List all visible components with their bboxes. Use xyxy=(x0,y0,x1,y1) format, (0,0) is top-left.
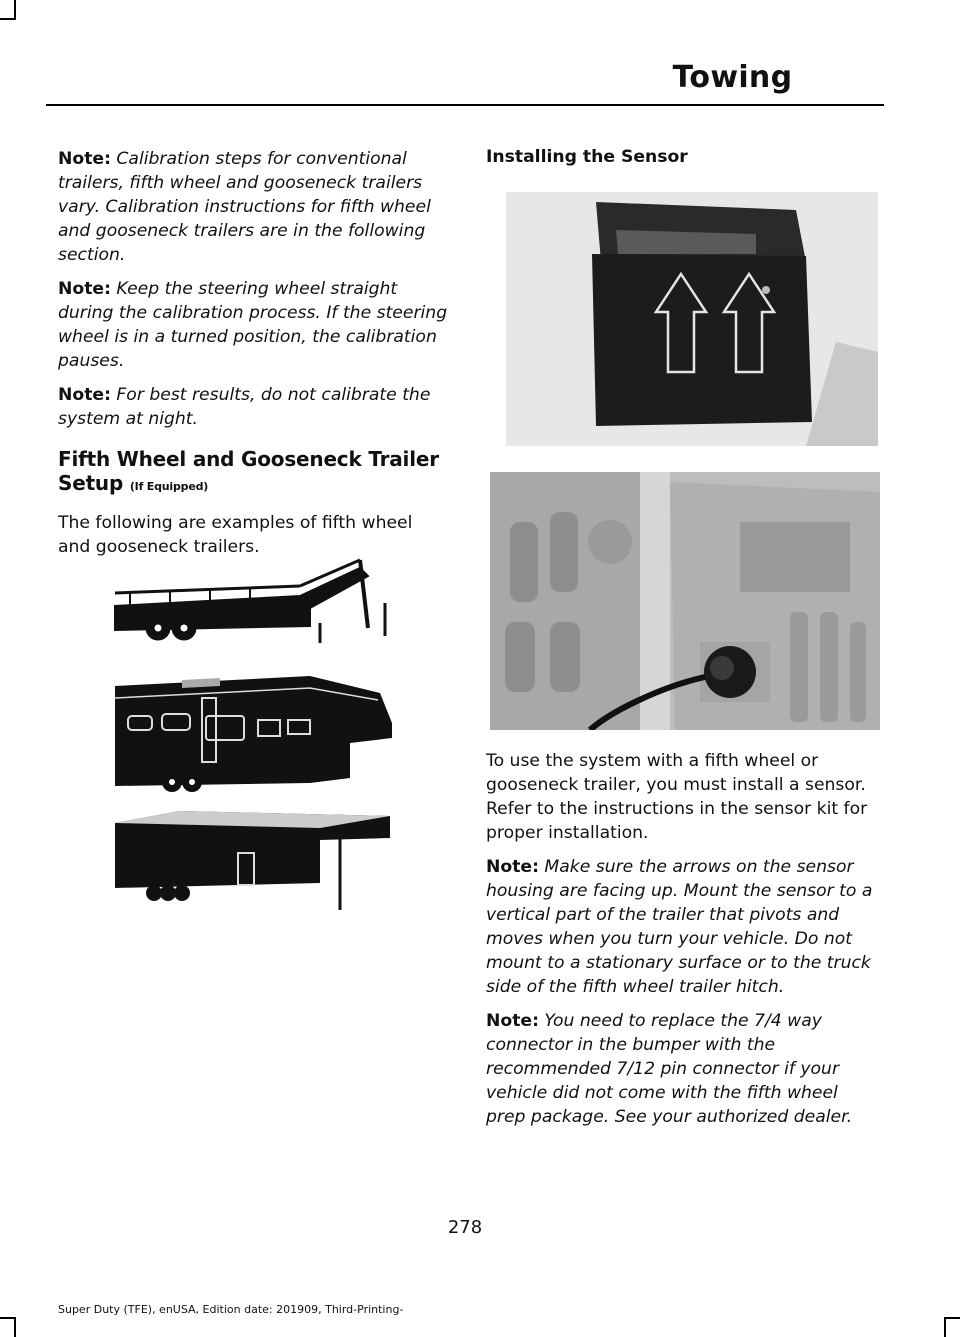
note-paragraph xyxy=(486,1009,881,1129)
edition-footer: Super Duty (TFE), enUSA, Edition date: 201909, Third-Printing- xyxy=(58,1303,404,1316)
note-paragraph xyxy=(486,855,881,999)
note-label: Note: xyxy=(58,149,111,169)
left-column xyxy=(58,147,450,569)
note-text: Keep the steering wheel straight during the calibration process. If the steering wheel is in a turned position, the calibration pauses. xyxy=(58,279,448,371)
equipped-tag: (If Equipped) xyxy=(129,480,209,493)
page-header-title: Towing xyxy=(672,60,793,95)
crop-mark xyxy=(944,1317,946,1337)
section-title: Fifth Wheel and Gooseneck Trailer Setup xyxy=(58,447,439,495)
crop-mark xyxy=(944,1317,960,1319)
subsection-heading: Installing the Sensor xyxy=(486,147,688,167)
truck-bed-connector-photo xyxy=(490,472,880,730)
header-rule xyxy=(46,104,884,106)
fifth-wheel-camper-trailer xyxy=(115,676,392,792)
page-number: 278 xyxy=(447,1217,483,1238)
right-column xyxy=(486,749,881,1139)
sensor-housing-photo xyxy=(506,192,878,446)
trailer-examples-illustration xyxy=(110,548,400,920)
note-paragraph xyxy=(58,277,450,373)
note-text: Make sure the arrows on the sensor housing are facing up. Mount the sensor to a vertical part of the trailer that pivots and moves when you turn your vehicle. Do not mount to a stationary surface or to the truck side of the fifth wheel trailer hitch. xyxy=(486,857,873,997)
section-heading xyxy=(58,447,450,499)
note-label: Note: xyxy=(58,279,111,299)
note-paragraph xyxy=(58,383,450,431)
crop-mark xyxy=(14,0,16,20)
crop-mark xyxy=(0,18,16,20)
note-label: Note: xyxy=(486,1011,539,1031)
crop-mark xyxy=(14,1317,16,1337)
note-label: Note: xyxy=(58,385,111,405)
intro-paragraph: The following are examples of fifth wheel and gooseneck trailers. xyxy=(58,513,413,557)
note-label: Note: xyxy=(486,857,539,877)
note-text: You need to replace the 7/4 way connector in the bumper with the recommended 7/12 pin connector if your vehicle did not come with the fifth wheel prep package. See your authorized dealer. xyxy=(486,1011,853,1127)
gooseneck-flatbed-trailer xyxy=(115,560,385,643)
crop-mark xyxy=(0,1317,16,1319)
body-paragraph: To use the system with a fifth wheel or gooseneck trailer, you must install a sensor. Refer to the instructions in the sensor kit for proper installation. xyxy=(486,751,868,843)
note-text: Calibration steps for conventional trailers, fifth wheel and gooseneck trailers vary. Calibration instructions for fifth wheel and gooseneck trailers are in the following section. xyxy=(58,149,431,265)
note-text: For best results, do not calibrate the system at night. xyxy=(58,385,431,429)
enclosed-fifth-wheel-trailer xyxy=(115,811,390,910)
note-paragraph xyxy=(58,147,450,267)
